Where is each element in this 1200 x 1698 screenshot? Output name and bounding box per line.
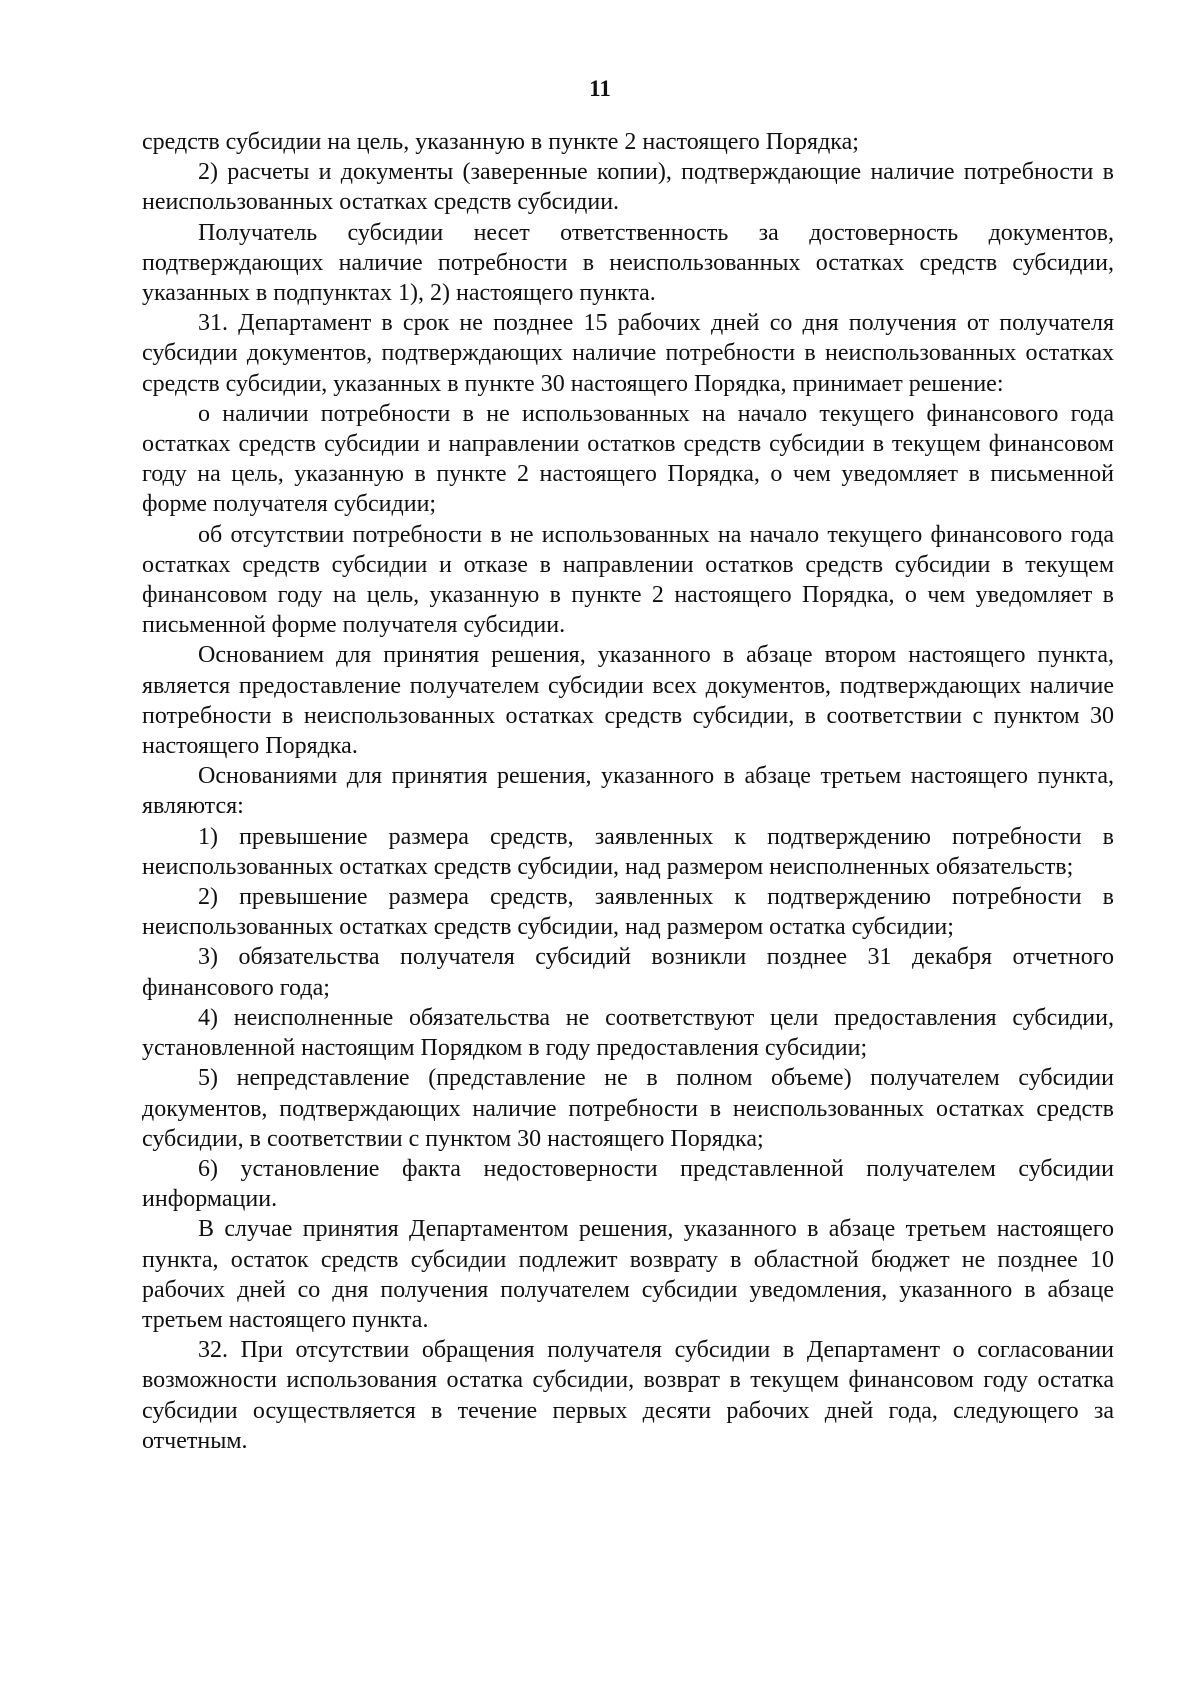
paragraph-grounds-third: Основаниями для принятия решения, указанного в абзаце третьем настоящего пункта, являются: bbox=[142, 763, 1114, 820]
paragraph-decision-need: о наличии потребности в не использованных на начало текущего финансового года остатках средств субсидии и направлении остатков средств субсидии в текущем финансовом году на цель, указанную в пункте 2 настоящего Порядка, о чем уведомляет в письменной форме получателя субсидии; bbox=[142, 400, 1114, 518]
document-body bbox=[142, 127, 1114, 1456]
paragraph-decision-no-need: об отсутствии потребности в не использованных на начало текущего финансового года остатках средств субсидии и отказе в направлении остатков средств субсидии в текущем финансовом году на цель, указанную в пункте 2 настоящего Порядка, о чем уведомляет в письменной форме получателя субсидии. bbox=[142, 521, 1114, 639]
paragraph-clause-31: 31. Департамент в срок не позднее 15 рабочих дней со дня получения от получателя субсидии документов, подтверждающих наличие потребности в неиспользованных остатках средств субсидии, указанных в пункте 30 настоящего Порядка, принимает решение: bbox=[142, 310, 1114, 397]
paragraph-clause-32: 32. При отсутствии обращения получателя субсидии в Департамент о согласовании возможности использования остатка субсидии, возврат в текущем финансовом году остатка субсидии осуществляется в течение первых десяти рабочих дней года, следующего за отчетным. bbox=[142, 1337, 1114, 1454]
paragraph-ground-3: 3) обязательства получателя субсидий возникли позднее 31 декабря отчетного финансового года; bbox=[142, 944, 1114, 1001]
paragraph-refund: В случае принятия Департаментом решения, указанного в абзаце третьем настоящего пункта, остаток средств субсидии подлежит возврату в областной бюджет не позднее 10 рабочих дней со дня получения получателем субсидии уведомления, указанного в абзаце третьем настоящего пункта. bbox=[142, 1216, 1114, 1333]
paragraph-basis-second: Основанием для принятия решения, указанного в абзаце втором настоящего пункта, является предоставление получателем субсидии всех документов, подтверждающих наличие потребности в неиспользованных остатках средств субсидии, в соответствии с пунктом 30 настоящего Порядка. bbox=[142, 642, 1114, 760]
paragraph-ground-4: 4) неисполненные обязательства не соответствуют цели предоставления субсидии, установленной настоящим Порядком в году предоставления субсидии; bbox=[142, 1004, 1114, 1062]
page-number: 11 bbox=[589, 76, 611, 101]
paragraph-ground-6: 6) установление факта недостоверности представленной получателем субсидии информации. bbox=[142, 1155, 1114, 1213]
paragraph-ground-5: 5) непредставление (представление не в полном объеме) получателем субсидии документов, подтверждающих наличие потребности в неиспользованных остатках средств субсидии, в соответствии с пунктом 30 настоящего Порядка; bbox=[142, 1065, 1114, 1152]
paragraph-continuation: средств субсидии на цель, указанную в пункте 2 настоящего Порядка; bbox=[142, 129, 859, 155]
paragraph-ground-2: 2) превышение размера средств, заявленных к подтверждению потребности в неиспользованных остатках средств субсидии, над размером остатка субсидии; bbox=[142, 884, 1114, 941]
paragraph-responsibility: Получатель субсидии несет ответственность за достоверность документов, подтверждающих наличие потребности в неиспользованных остатках средств субсидии, указанных в подпунктах 1), 2) настоящего пункта. bbox=[142, 219, 1114, 307]
paragraph-ground-1: 1) превышение размера средств, заявленных к подтверждению потребности в неиспользованных остатках средств субсидии, над размером неисполненных обязательств; bbox=[142, 823, 1114, 880]
paragraph-item-2-calculations: 2) расчеты и документы (заверенные копии), подтверждающие наличие потребности в неиспользованных остатках средств субсидии. bbox=[142, 159, 1114, 216]
